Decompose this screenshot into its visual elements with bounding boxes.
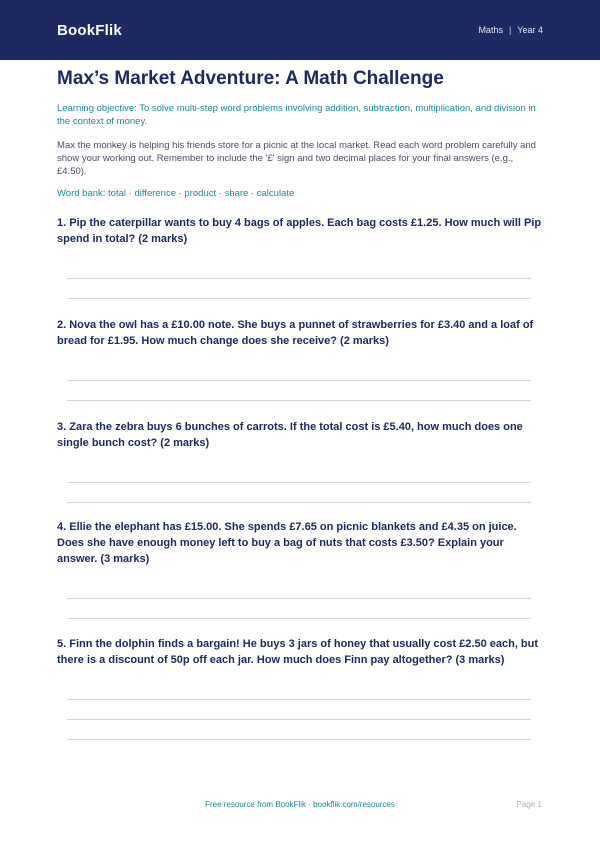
- footer-resource-link[interactable]: Free resource from BookFlik · bookflik.com/resources: [205, 800, 395, 809]
- year-label: Year 4: [517, 25, 543, 35]
- learning-objective: Learning objective: To solve multi-step word problems involving addition, subtraction, multiplication, and division in the context of money.: [57, 103, 536, 127]
- page-title: Max’s Market Adventure: A Math Challenge: [57, 68, 444, 89]
- instructions: Max the monkey is helping his friends store for a picnic at the local market. Read each word problem carefully and show your working out. Remember to include the '£' sign and two decimal places for your final answers (e.g., £4.50).: [57, 140, 536, 177]
- answer-line[interactable]: [67, 618, 531, 619]
- question-5: 5. Finn the dolphin finds a bargain! He buys 3 jars of honey that usually cost £2.50 each, but there is a discount of 50p off each jar. How much does Finn pay altogether? (3 marks): [57, 638, 539, 666]
- answer-line[interactable]: [67, 598, 531, 599]
- page-number: Page 1: [516, 800, 542, 809]
- answer-line[interactable]: [67, 278, 531, 279]
- answer-line[interactable]: [67, 699, 531, 700]
- breadcrumb-separator: |: [508, 25, 512, 35]
- answer-line[interactable]: [67, 482, 531, 483]
- question-1: 1. Pip the caterpillar wants to buy 4 bags of apples. Each bag costs £1.25. How much will Pip spend in total? (2 marks): [57, 217, 542, 245]
- footer: [0, 800, 600, 816]
- question-2: 2. Nova the owl has a £10.00 note. She buys a punnet of strawberries for £3.40 and a loaf of bread for £1.95. How much change does she receive? (2 marks): [57, 319, 534, 347]
- subject-label: Maths: [478, 25, 503, 35]
- breadcrumb: [478, 25, 543, 35]
- answer-line[interactable]: [67, 380, 531, 381]
- question-3: 3. Zara the zebra buys 6 bunches of carrots. If the total cost is £5.40, how much does one single bunch cost? (2 marks): [57, 421, 523, 449]
- answer-line[interactable]: [67, 400, 531, 401]
- question-4: 4. Ellie the elephant has £15.00. She spends £7.65 on picnic blankets and £4.35 on juice. Does she have enough money left to buy a bag of nuts that costs £3.50? Explain your answer. (3 marks): [57, 521, 517, 565]
- header-bar: [0, 0, 600, 60]
- answer-line[interactable]: [67, 502, 531, 503]
- answer-line[interactable]: [67, 719, 531, 720]
- answer-line[interactable]: [67, 298, 531, 299]
- brand-logo[interactable]: BookFlik: [57, 21, 122, 39]
- word-bank: Word bank: total · difference · product · share · calculate: [57, 188, 295, 199]
- answer-line[interactable]: [67, 739, 531, 740]
- worksheet-intro: [57, 64, 543, 199]
